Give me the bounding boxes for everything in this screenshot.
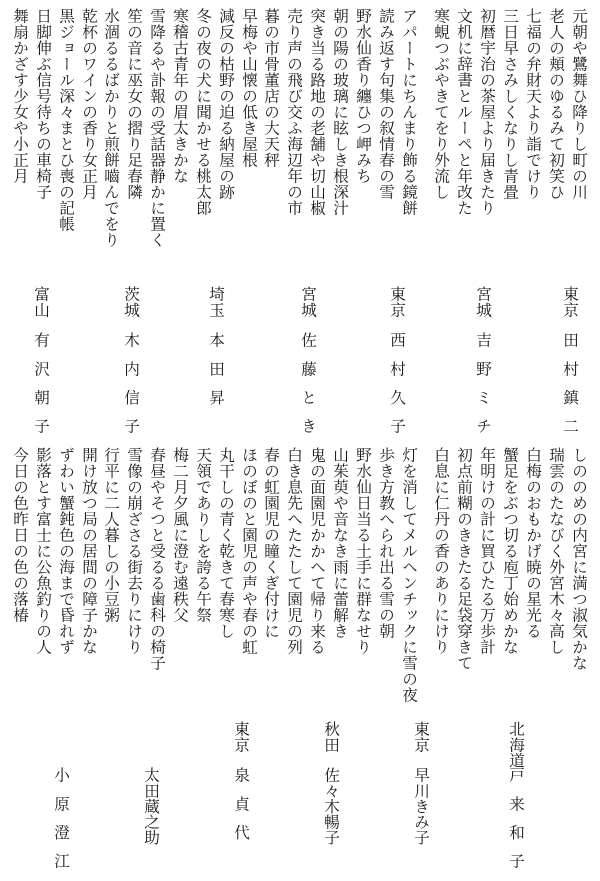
haiku-line: 白息に仁丹の香のありにけり <box>432 447 450 655</box>
author-location: 富山 <box>32 286 50 318</box>
author-name: 太田蔵之助 <box>142 767 160 845</box>
top-half <box>0 8 600 447</box>
haiku-line: 突き当る路地の老舗や切山椒 <box>308 8 326 216</box>
haiku-line: 冬の夜の犬に聞かせる桃太郎 <box>194 8 212 216</box>
haiku-line: 年明けの計に買ひたる万歩計 <box>478 447 496 655</box>
haiku-line: 売り声の飛び交ふ海辺年の市 <box>285 8 303 216</box>
haiku-line: 朝の陽の玻璃に眩しき根深汁 <box>331 8 349 216</box>
haiku-line: 笙の音に巫女の摺り足春隣 <box>125 8 143 200</box>
haiku-line: 老人の頬のゆるみて初笑ひ <box>547 8 565 200</box>
author-name: 木内信子 <box>122 332 140 447</box>
haiku-line: 初暦宇治の茶屋より届きたり <box>478 8 496 216</box>
author-location: 東京 <box>232 721 250 753</box>
haiku-line: 早梅や山懐の低き屋根 <box>240 8 258 168</box>
author-name: 本田昇 <box>207 332 225 418</box>
haiku-line: 寒蜆つぶやきてをり外流し <box>432 8 450 200</box>
author-location: 秋田 <box>322 721 340 753</box>
author-name: 佐々木暢子 <box>322 767 340 845</box>
author-location: 北海道 <box>507 721 525 768</box>
haiku-line: 寒稽古青年の眉太きかな <box>171 8 189 184</box>
haiku-line: ずわい蟹鈍色の海まで昏れず <box>57 447 75 655</box>
haiku-line: 鬼の面園児かかへて帰り来る <box>308 447 326 655</box>
author-location: 埼玉 <box>207 286 225 318</box>
author-location: 宮城 <box>299 286 317 318</box>
haiku-line: 春の虹園児の瞳くぎ付けに <box>262 447 280 639</box>
haiku-line: 灯を消してメルヘンチックに雪の夜 <box>400 447 418 703</box>
haiku-line: 日脚伸ぶ信号待ちの車椅子 <box>34 8 52 200</box>
author-location: 茨城 <box>122 286 140 318</box>
haiku-line: 野水仙日当る土手に群なせり <box>354 447 372 655</box>
haiku-line: 天領でありしを誇る午祭 <box>194 447 212 623</box>
author-name: 田村鎮二 <box>561 332 579 447</box>
haiku-line: 水涸るるばかりと煎餅嚙んでをり <box>102 8 120 248</box>
haiku-line: 今日の色昨日の色の落椿 <box>11 447 29 623</box>
haiku-line: 初点前糊のききたる足袋穿きて <box>455 447 473 671</box>
haiku-line: 行平に二人暮しの小豆粥 <box>102 447 120 623</box>
haiku-line: 舞扇かざす少女や小正月 <box>11 8 29 184</box>
haiku-line: 丸干しの青く乾きて春寒し <box>217 447 235 639</box>
haiku-line: 元朝や鷺舞ひ降りし町の川 <box>570 8 588 200</box>
author-location: 東京 <box>412 721 430 753</box>
author-name: 有沢朝子 <box>32 332 50 447</box>
haiku-line: アパートにちんまり飾る鏡餅 <box>400 8 418 216</box>
haiku-line: 山茱萸や音なき雨に蕾解き <box>331 447 349 639</box>
haiku-line: 梅二月夕風に澄む遠秩父 <box>171 447 189 623</box>
haiku-line: 乾杯のワインの香り女正月 <box>80 8 98 200</box>
author-name: 早川きみ子 <box>412 767 430 845</box>
haiku-line: 文机に辞書とルーペと年改た <box>455 8 473 216</box>
author-location: 東京 <box>561 286 579 318</box>
author-name: 佐藤とき <box>299 332 317 447</box>
haiku-line: 減反の枯野の迫る納屋の跡 <box>217 8 235 200</box>
haiku-line: 暮の市骨董店の大天秤 <box>262 8 280 168</box>
haiku-line: 瑞雲のたなびく外宮木々高し <box>547 447 565 655</box>
author-name: 小原澄江 <box>52 767 70 881</box>
haiku-line: 影落とす富士に公魚釣りの人 <box>34 447 52 655</box>
haiku-line: 春昼やそつと受るる歯科の椅子 <box>148 447 166 671</box>
haiku-line: 歩き方教へられ出る雪の朝 <box>377 447 395 639</box>
author-name: 西村久子 <box>388 332 406 447</box>
haiku-line: 蟹足をぶつ切る庖丁始めかな <box>501 447 519 655</box>
author-name: 戸来和子 <box>507 767 525 881</box>
haiku-line: 雪降るや訃報の受話器静かに置く <box>148 8 166 248</box>
haiku-line: 黒ジョール深々まとひ喪の記帳 <box>57 8 75 232</box>
haiku-line: しののめの内宮に満つ淑気かな <box>570 447 588 671</box>
haiku-line: 開け放つ局の居間の障子かな <box>80 447 98 655</box>
haiku-line: 野水仙香り纏ひつ岬みち <box>354 8 372 184</box>
author-location: 宮城 <box>474 286 492 318</box>
bottom-half <box>0 447 600 881</box>
author-name: 泉貞代 <box>232 767 250 853</box>
author-location: 東京 <box>388 286 406 318</box>
haiku-line: 三日早さみしくなりし青畳 <box>501 8 519 200</box>
haiku-line: ほのぼのと園児の声や春の虹 <box>240 447 258 655</box>
author-name: 吉野ミチ <box>474 332 492 447</box>
haiku-line: 七福の弁財天より詣でけり <box>524 8 542 200</box>
haiku-line: 白き息先へたたして園児の列 <box>285 447 303 655</box>
haiku-line: 雪像の崩ざさる街去りにけり <box>125 447 143 655</box>
haiku-line: 白梅のおもかげ暁の星光る <box>524 447 542 639</box>
haiku-line: 読み返す句集の叙情春の雪 <box>377 8 395 200</box>
